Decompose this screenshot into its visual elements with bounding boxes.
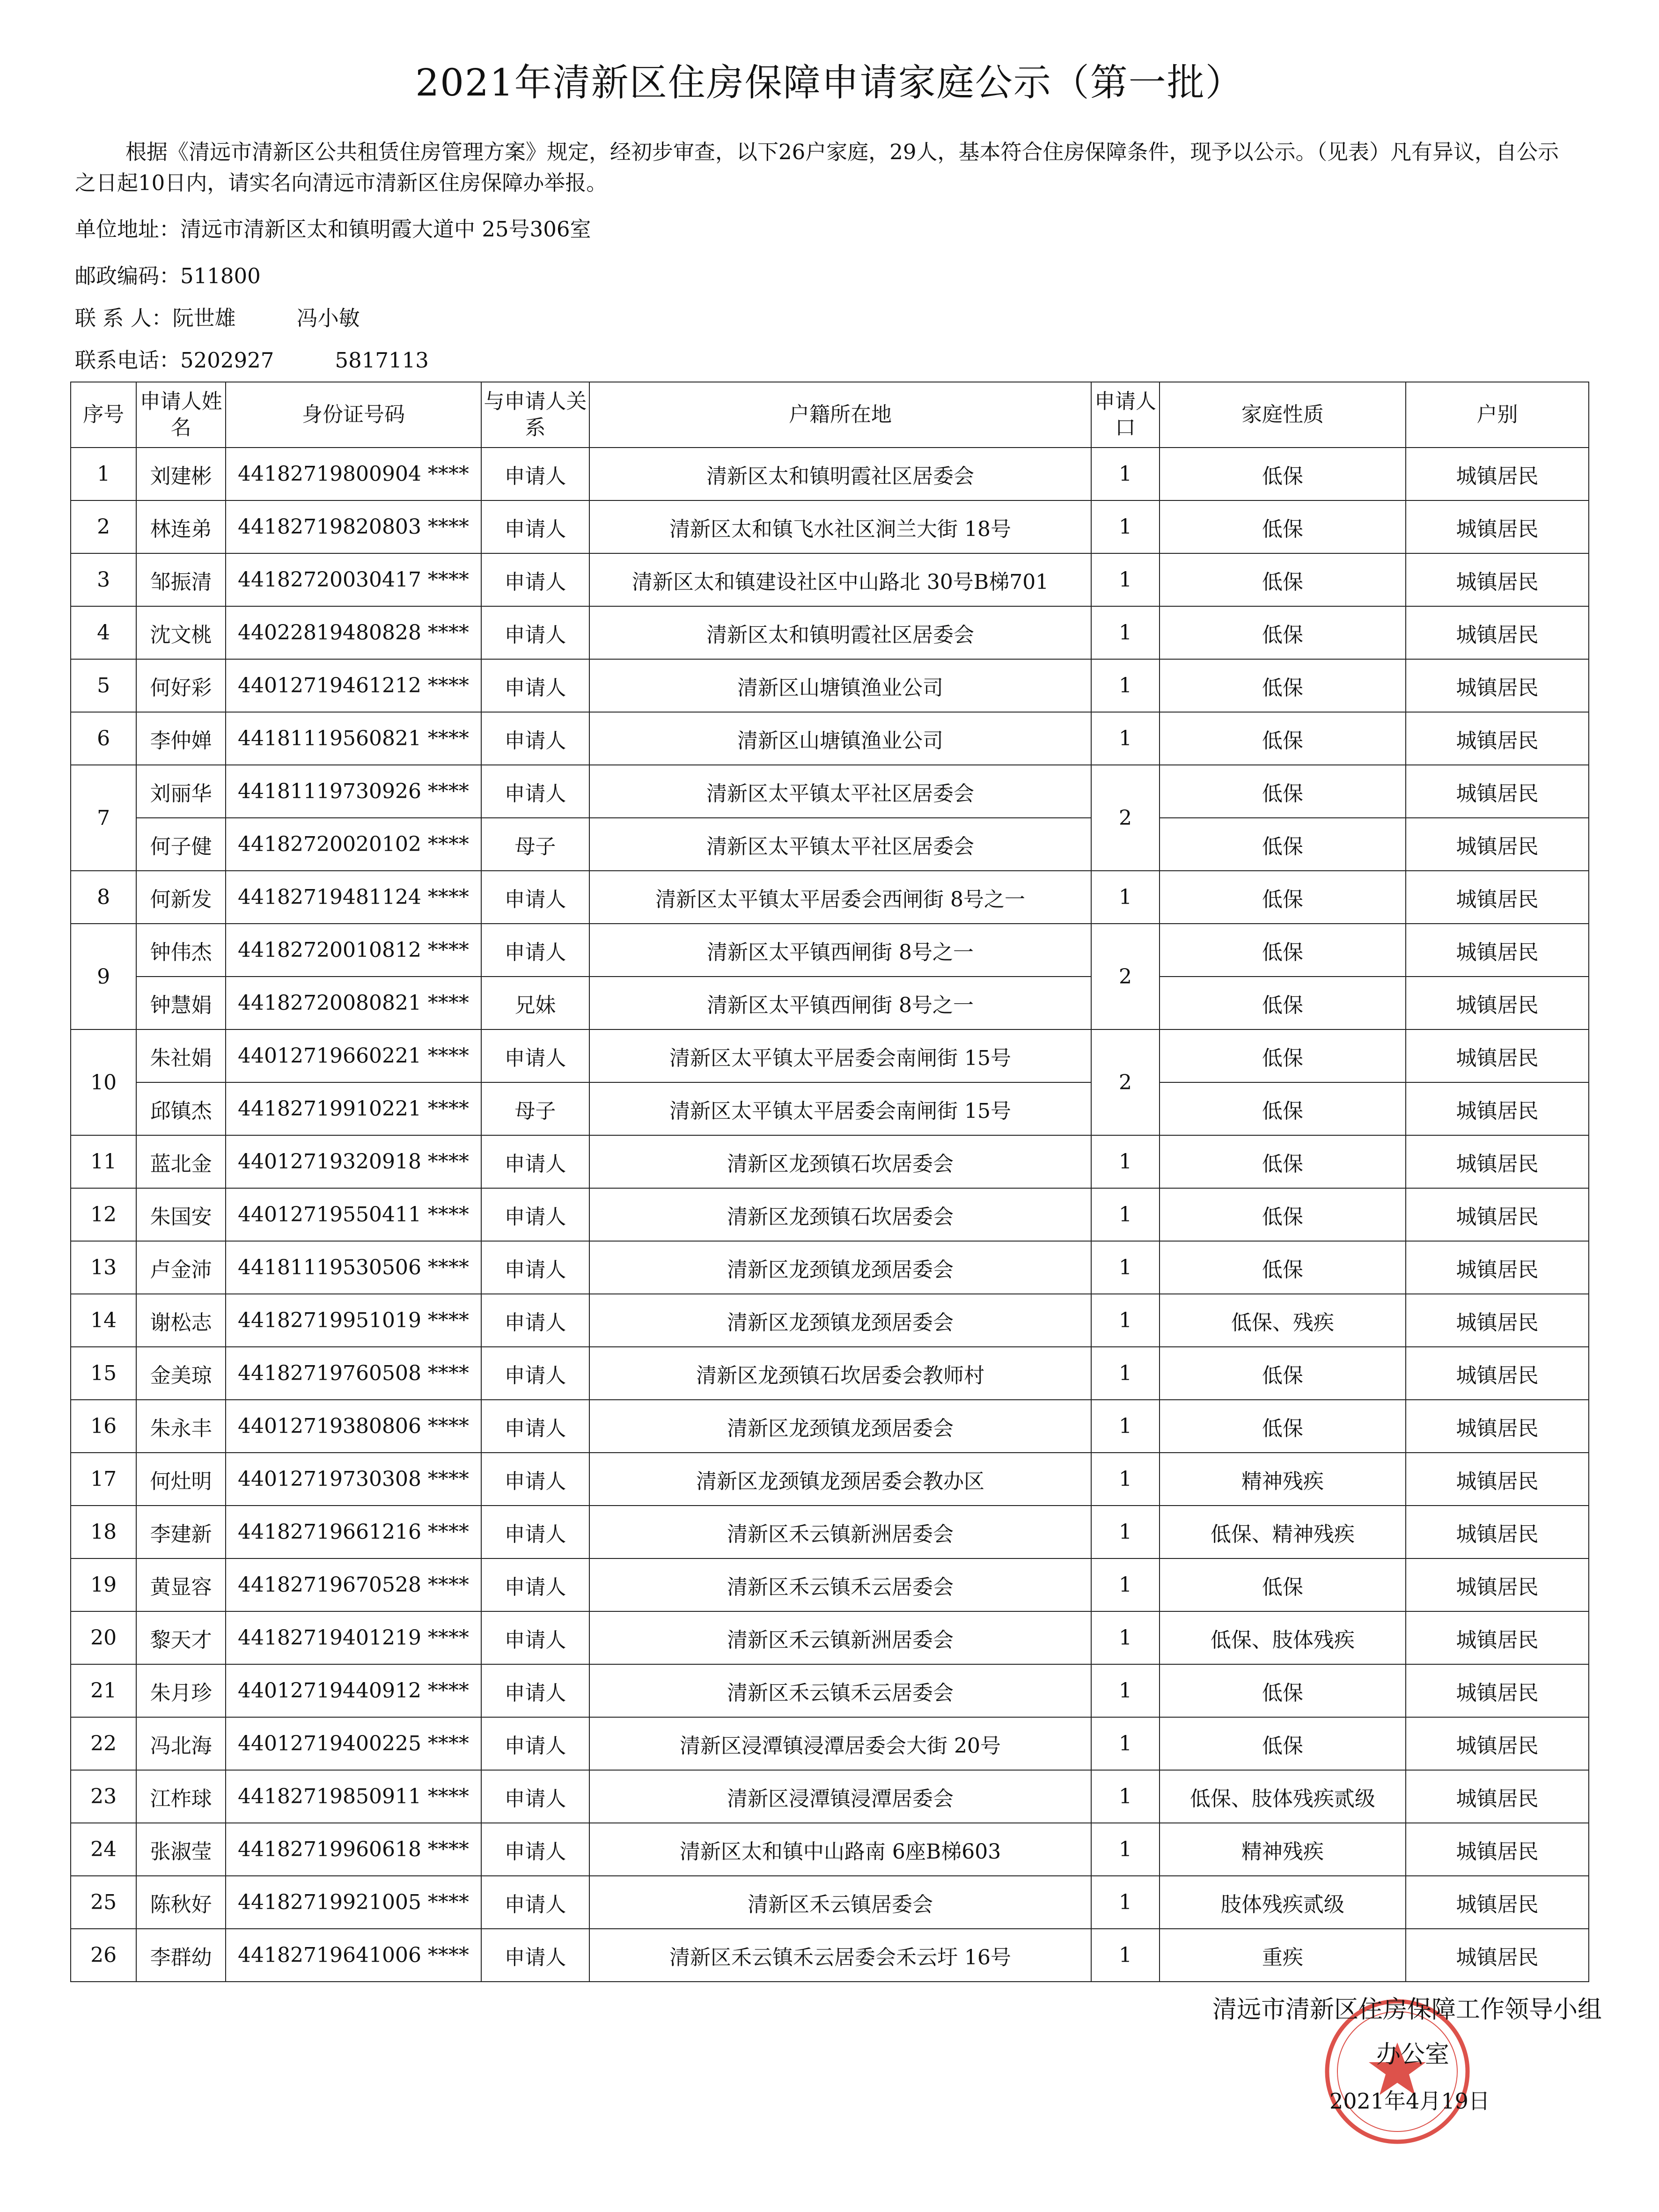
- table-row: [71, 1453, 1589, 1506]
- cell-name: 谢松志: [136, 1294, 225, 1347]
- cell-name: 何新发: [136, 871, 225, 924]
- cell-count: 2: [1091, 1029, 1159, 1135]
- cell-id: 44022819480828 ****: [226, 606, 481, 659]
- cell-address: 清新区太和镇明霞社区居委会: [589, 606, 1092, 659]
- cell-id: 44182719951019 ****: [226, 1294, 481, 1347]
- cell-nature: 低保: [1160, 1188, 1406, 1241]
- cell-no: 19: [71, 1558, 136, 1611]
- cell-count: 1: [1091, 1294, 1159, 1347]
- cell-type: 城镇居民: [1406, 871, 1589, 924]
- postcode-value: 511800: [180, 264, 261, 288]
- header-address: 户籍所在地: [589, 382, 1092, 448]
- cell-type: 城镇居民: [1406, 1135, 1589, 1188]
- cell-count: 1: [1091, 1453, 1159, 1506]
- cell-id: 44181119560821 ****: [226, 712, 481, 765]
- phone-label: 联系电话：: [75, 348, 181, 373]
- cell-relation: 申请人: [481, 765, 589, 818]
- cell-address: 清新区禾云镇禾云居委会禾云圩 16号: [589, 1929, 1092, 1982]
- cell-type: 城镇居民: [1406, 1453, 1589, 1506]
- cell-id: 44012719400225 ****: [226, 1717, 481, 1770]
- cell-relation: 申请人: [481, 553, 589, 606]
- cell-count: 1: [1091, 1558, 1159, 1611]
- cell-no: 15: [71, 1347, 136, 1400]
- intro-paragraph: 根据《清远市清新区公共租赁住房管理方案》规定，经初步审查，以下26户家庭，29人，基本符合住房保障条件，现予以公示。（见表）凡有异议，自公示之日起10日内，请实名向清远市清新区住房保障办举报。: [75, 140, 1559, 195]
- cell-type: 城镇居民: [1406, 1241, 1589, 1294]
- postcode-line: [75, 262, 261, 290]
- contact-person-line: [75, 304, 360, 332]
- contact-person-label: 联 系 人：: [75, 306, 173, 331]
- cell-relation: 申请人: [481, 1770, 589, 1823]
- cell-relation: 兄妹: [481, 977, 589, 1029]
- cell-count: 1: [1091, 1876, 1159, 1929]
- contact-person-1: 阮世雄: [172, 306, 236, 331]
- cell-address: 清新区山塘镇渔业公司: [589, 659, 1092, 712]
- cell-relation: 母子: [481, 818, 589, 871]
- table-row: [71, 1029, 1589, 1082]
- cell-nature: 低保、精神残疾: [1160, 1506, 1406, 1558]
- cell-address: 清新区太平镇太平社区居委会: [589, 818, 1092, 871]
- cell-relation: 申请人: [481, 871, 589, 924]
- cell-address: 清新区禾云镇禾云居委会: [589, 1558, 1092, 1611]
- cell-id: 44182720020102 ****: [226, 818, 481, 871]
- cell-no: 14: [71, 1294, 136, 1347]
- cell-no: 23: [71, 1770, 136, 1823]
- postcode-label: 邮政编码：: [75, 264, 181, 288]
- cell-address: 清新区太平镇太平居委会西闸街 8号之一: [589, 871, 1092, 924]
- cell-count: 1: [1091, 712, 1159, 765]
- cell-relation: 申请人: [481, 1664, 589, 1717]
- cell-no: 18: [71, 1506, 136, 1558]
- cell-id: 44012719730308 ****: [226, 1453, 481, 1506]
- cell-relation: 申请人: [481, 712, 589, 765]
- cell-id: 44182719670528 ****: [226, 1558, 481, 1611]
- header-count: 申请人口: [1091, 382, 1159, 448]
- cell-type: 城镇居民: [1406, 1082, 1589, 1135]
- document-title: 2021年清新区住房保障申请家庭公示（第一批）: [415, 61, 1244, 104]
- cell-name: 邹振清: [136, 553, 225, 606]
- cell-id: 44182719481124 ****: [226, 871, 481, 924]
- table-row: [71, 448, 1589, 500]
- table-row: [71, 1717, 1589, 1770]
- cell-nature: 低保: [1160, 606, 1406, 659]
- cell-type: 城镇居民: [1406, 500, 1589, 553]
- cell-no: 21: [71, 1664, 136, 1717]
- table-row: [71, 1135, 1589, 1188]
- cell-no: 26: [71, 1929, 136, 1982]
- cell-count: 1: [1091, 1664, 1159, 1717]
- cell-no: 24: [71, 1823, 136, 1876]
- cell-relation: 申请人: [481, 448, 589, 500]
- cell-type: 城镇居民: [1406, 765, 1589, 818]
- table-row: [71, 659, 1589, 712]
- phone-line: [75, 346, 429, 375]
- cell-nature: 肢体残疾贰级: [1160, 1876, 1406, 1929]
- cell-name: 刘丽华: [136, 765, 225, 818]
- cell-id: 44182719661216 ****: [226, 1506, 481, 1558]
- cell-type: 城镇居民: [1406, 1506, 1589, 1558]
- table-row: [71, 1876, 1589, 1929]
- cell-nature: 低保: [1160, 871, 1406, 924]
- cell-count: 1: [1091, 1929, 1159, 1982]
- phone-2: 5817113: [335, 348, 429, 373]
- cell-relation: 申请人: [481, 1823, 589, 1876]
- issuing-office: 办公室: [1376, 2041, 1450, 2069]
- cell-id: 44182719800904 ****: [226, 448, 481, 500]
- cell-address: 清新区禾云镇禾云居委会: [589, 1664, 1092, 1717]
- cell-count: 2: [1091, 924, 1159, 1029]
- cell-count: 2: [1091, 765, 1159, 871]
- cell-type: 城镇居民: [1406, 1717, 1589, 1770]
- cell-no: 16: [71, 1400, 136, 1453]
- cell-id: 44181119530506 ****: [226, 1241, 481, 1294]
- cell-count: 1: [1091, 448, 1159, 500]
- table-row: [71, 818, 1589, 871]
- header-no: 序号: [71, 382, 136, 448]
- cell-count: 1: [1091, 1823, 1159, 1876]
- cell-name: 卢金沛: [136, 1241, 225, 1294]
- cell-address: 清新区太平镇太平社区居委会: [589, 765, 1092, 818]
- cell-type: 城镇居民: [1406, 1664, 1589, 1717]
- cell-relation: 申请人: [481, 1029, 589, 1082]
- cell-address: 清新区太和镇飞水社区涧兰大街 18号: [589, 500, 1092, 553]
- cell-name: 李建新: [136, 1506, 225, 1558]
- table-row: [71, 1188, 1589, 1241]
- cell-address: 清新区太和镇中山路南 6座B梯603: [589, 1823, 1092, 1876]
- cell-name: 金美琼: [136, 1347, 225, 1400]
- cell-id: 44182719910221 ****: [226, 1082, 481, 1135]
- cell-id: 44012719550411 ****: [226, 1188, 481, 1241]
- cell-no: 25: [71, 1876, 136, 1929]
- cell-type: 城镇居民: [1406, 1558, 1589, 1611]
- table-row: [71, 1611, 1589, 1664]
- cell-address: 清新区禾云镇新洲居委会: [589, 1611, 1092, 1664]
- cell-relation: 母子: [481, 1082, 589, 1135]
- cell-type: 城镇居民: [1406, 553, 1589, 606]
- cell-id: 44182719850911 ****: [226, 1770, 481, 1823]
- cell-relation: 申请人: [481, 1717, 589, 1770]
- cell-relation: 申请人: [481, 1558, 589, 1611]
- cell-type: 城镇居民: [1406, 448, 1589, 500]
- cell-relation: 申请人: [481, 1506, 589, 1558]
- cell-address: 清新区太平镇太平居委会南闸街 15号: [589, 1082, 1092, 1135]
- cell-relation: 申请人: [481, 1453, 589, 1506]
- cell-count: 1: [1091, 1135, 1159, 1188]
- cell-name: 张淑莹: [136, 1823, 225, 1876]
- cell-address: 清新区太平镇西闸街 8号之一: [589, 977, 1092, 1029]
- cell-id: 44012719320918 ****: [226, 1135, 481, 1188]
- cell-no: 22: [71, 1717, 136, 1770]
- header-relation: 与申请人关系: [481, 382, 589, 448]
- table-row: [71, 871, 1589, 924]
- cell-relation: 申请人: [481, 1241, 589, 1294]
- table-row: [71, 1929, 1589, 1982]
- cell-name: 蓝北金: [136, 1135, 225, 1188]
- header-name: 申请人姓名: [136, 382, 225, 448]
- table-row: [71, 712, 1589, 765]
- cell-type: 城镇居民: [1406, 1770, 1589, 1823]
- cell-nature: 重疾: [1160, 1929, 1406, 1982]
- cell-no: 3: [71, 553, 136, 606]
- cell-type: 城镇居民: [1406, 659, 1589, 712]
- cell-address: 清新区禾云镇居委会: [589, 1876, 1092, 1929]
- cell-id: 44182719760508 ****: [226, 1347, 481, 1400]
- cell-count: 1: [1091, 1506, 1159, 1558]
- cell-name: 何灶明: [136, 1453, 225, 1506]
- cell-id: 44182720030417 ****: [226, 553, 481, 606]
- table-body: [71, 448, 1589, 1982]
- cell-id: 44012719660221 ****: [226, 1029, 481, 1082]
- table-row: [71, 553, 1589, 606]
- cell-name: 朱社娟: [136, 1029, 225, 1082]
- cell-name: 江柞球: [136, 1770, 225, 1823]
- cell-address: 清新区龙颈镇龙颈居委会: [589, 1241, 1092, 1294]
- cell-nature: 低保: [1160, 818, 1406, 871]
- cell-id: 44182719921005 ****: [226, 1876, 481, 1929]
- cell-nature: 低保: [1160, 1082, 1406, 1135]
- cell-address: 清新区龙颈镇龙颈居委会: [589, 1294, 1092, 1347]
- table-row: [71, 1506, 1589, 1558]
- cell-relation: 申请人: [481, 500, 589, 553]
- cell-name: 刘建彬: [136, 448, 225, 500]
- cell-id: 44182719820803 ****: [226, 500, 481, 553]
- cell-nature: 低保: [1160, 1347, 1406, 1400]
- cell-nature: 低保: [1160, 448, 1406, 500]
- table-row: [71, 924, 1589, 977]
- cell-count: 1: [1091, 1400, 1159, 1453]
- cell-address: 清新区太和镇明霞社区居委会: [589, 448, 1092, 500]
- cell-address: 清新区龙颈镇龙颈居委会: [589, 1400, 1092, 1453]
- cell-count: 1: [1091, 659, 1159, 712]
- cell-name: 朱国安: [136, 1188, 225, 1241]
- cell-type: 城镇居民: [1406, 924, 1589, 977]
- cell-name: 邱镇杰: [136, 1082, 225, 1135]
- cell-type: 城镇居民: [1406, 1823, 1589, 1876]
- cell-type: 城镇居民: [1406, 818, 1589, 871]
- cell-id: 44182720010812 ****: [226, 924, 481, 977]
- cell-nature: 低保: [1160, 500, 1406, 553]
- cell-relation: 申请人: [481, 659, 589, 712]
- table-row: [71, 606, 1589, 659]
- cell-name: 何好彩: [136, 659, 225, 712]
- cell-address: 清新区太和镇建设社区中山路北 30号B梯701: [589, 553, 1092, 606]
- cell-address: 清新区太平镇西闸街 8号之一: [589, 924, 1092, 977]
- issuing-organization: 清远市清新区住房保障工作领导小组: [1212, 1996, 1602, 2024]
- table-row: [71, 765, 1589, 818]
- cell-relation: 申请人: [481, 924, 589, 977]
- cell-address: 清新区山塘镇渔业公司: [589, 712, 1092, 765]
- cell-no: 2: [71, 500, 136, 553]
- cell-no: 13: [71, 1241, 136, 1294]
- cell-name: 沈文桃: [136, 606, 225, 659]
- cell-id: 44012719440912 ****: [226, 1664, 481, 1717]
- cell-count: 1: [1091, 1611, 1159, 1664]
- cell-count: 1: [1091, 1241, 1159, 1294]
- cell-count: 1: [1091, 1770, 1159, 1823]
- header-id: 身份证号码: [226, 382, 481, 448]
- cell-id: 44012719461212 ****: [226, 659, 481, 712]
- cell-relation: 申请人: [481, 1400, 589, 1453]
- cell-id: 44182719641006 ****: [226, 1929, 481, 1982]
- table-row: [71, 1347, 1589, 1400]
- cell-nature: 低保: [1160, 1029, 1406, 1082]
- cell-no: 9: [71, 924, 136, 1029]
- cell-address: 清新区龙颈镇石坎居委会: [589, 1135, 1092, 1188]
- table-row: [71, 1770, 1589, 1823]
- cell-relation: 申请人: [481, 1611, 589, 1664]
- cell-nature: 低保、肢体残疾贰级: [1160, 1770, 1406, 1823]
- cell-name: 林连弟: [136, 500, 225, 553]
- cell-address: 清新区太平镇太平居委会南闸街 15号: [589, 1029, 1092, 1082]
- cell-name: 黎天才: [136, 1611, 225, 1664]
- table-row: [71, 1082, 1589, 1135]
- cell-count: 1: [1091, 606, 1159, 659]
- cell-name: 钟伟杰: [136, 924, 225, 977]
- cell-no: 17: [71, 1453, 136, 1506]
- cell-relation: 申请人: [481, 1876, 589, 1929]
- phone-1: 5202927: [180, 348, 274, 373]
- cell-no: 10: [71, 1029, 136, 1135]
- cell-count: 1: [1091, 553, 1159, 606]
- address-line: [75, 215, 591, 243]
- cell-type: 城镇居民: [1406, 1294, 1589, 1347]
- table-row: [71, 1823, 1589, 1876]
- cell-address: 清新区浸潭镇浸潭居委会大街 20号: [589, 1717, 1092, 1770]
- cell-no: 5: [71, 659, 136, 712]
- cell-nature: 低保: [1160, 712, 1406, 765]
- cell-type: 城镇居民: [1406, 1347, 1589, 1400]
- cell-no: 12: [71, 1188, 136, 1241]
- cell-count: 1: [1091, 1717, 1159, 1770]
- cell-type: 城镇居民: [1406, 606, 1589, 659]
- cell-nature: 低保: [1160, 1558, 1406, 1611]
- cell-name: 钟慧娟: [136, 977, 225, 1029]
- address-value: 清远市清新区太和镇明霞大道中 25号306室: [180, 217, 591, 242]
- cell-nature: 低保: [1160, 765, 1406, 818]
- header-nature: 家庭性质: [1160, 382, 1406, 448]
- cell-id: 44182719960618 ****: [226, 1823, 481, 1876]
- cell-nature: 低保: [1160, 1400, 1406, 1453]
- table-row: [71, 977, 1589, 1029]
- cell-relation: 申请人: [481, 1188, 589, 1241]
- header-type: 户别: [1406, 382, 1589, 448]
- cell-count: 1: [1091, 1188, 1159, 1241]
- cell-count: 1: [1091, 871, 1159, 924]
- cell-nature: 低保: [1160, 1664, 1406, 1717]
- table-row: [71, 1400, 1589, 1453]
- cell-name: 冯北海: [136, 1717, 225, 1770]
- cell-nature: 精神残疾: [1160, 1823, 1406, 1876]
- cell-name: 何子健: [136, 818, 225, 871]
- cell-no: 11: [71, 1135, 136, 1188]
- cell-id: 44181119730926 ****: [226, 765, 481, 818]
- cell-id: 44182720080821 ****: [226, 977, 481, 1029]
- cell-relation: 申请人: [481, 1294, 589, 1347]
- cell-relation: 申请人: [481, 1347, 589, 1400]
- issue-date: 2021年4月19日: [1329, 2088, 1490, 2114]
- address-label: 单位地址：: [75, 217, 181, 242]
- table-row: [71, 1558, 1589, 1611]
- cell-count: 1: [1091, 1347, 1159, 1400]
- cell-type: 城镇居民: [1406, 1400, 1589, 1453]
- cell-type: 城镇居民: [1406, 977, 1589, 1029]
- cell-type: 城镇居民: [1406, 1929, 1589, 1982]
- applicant-table: [70, 382, 1589, 1982]
- cell-type: 城镇居民: [1406, 712, 1589, 765]
- cell-no: 4: [71, 606, 136, 659]
- cell-address: 清新区龙颈镇石坎居委会教师村: [589, 1347, 1092, 1400]
- cell-nature: 低保: [1160, 924, 1406, 977]
- cell-address: 清新区禾云镇新洲居委会: [589, 1506, 1092, 1558]
- cell-name: 朱永丰: [136, 1400, 225, 1453]
- cell-name: 黄显容: [136, 1558, 225, 1611]
- cell-nature: 低保: [1160, 1717, 1406, 1770]
- cell-name: 李群幼: [136, 1929, 225, 1982]
- cell-relation: 申请人: [481, 1135, 589, 1188]
- cell-name: 朱月珍: [136, 1664, 225, 1717]
- cell-nature: 低保: [1160, 659, 1406, 712]
- cell-no: 8: [71, 871, 136, 924]
- table-header-row: [71, 382, 1589, 448]
- cell-name: 陈秋好: [136, 1876, 225, 1929]
- cell-nature: 低保、肢体残疾: [1160, 1611, 1406, 1664]
- cell-no: 20: [71, 1611, 136, 1664]
- table-row: [71, 1664, 1589, 1717]
- cell-id: 44182719401219 ****: [226, 1611, 481, 1664]
- table-row: [71, 500, 1589, 553]
- cell-address: 清新区龙颈镇石坎居委会: [589, 1188, 1092, 1241]
- cell-nature: 低保: [1160, 1135, 1406, 1188]
- cell-type: 城镇居民: [1406, 1611, 1589, 1664]
- cell-relation: 申请人: [481, 606, 589, 659]
- cell-nature: 低保、残疾: [1160, 1294, 1406, 1347]
- cell-name: 李仲婵: [136, 712, 225, 765]
- cell-type: 城镇居民: [1406, 1876, 1589, 1929]
- cell-relation: 申请人: [481, 1929, 589, 1982]
- contact-person-2: 冯小敏: [296, 306, 360, 331]
- cell-nature: 精神残疾: [1160, 1453, 1406, 1506]
- table-row: [71, 1294, 1589, 1347]
- cell-type: 城镇居民: [1406, 1029, 1589, 1082]
- cell-nature: 低保: [1160, 1241, 1406, 1294]
- cell-id: 44012719380806 ****: [226, 1400, 481, 1453]
- table-row: [71, 1241, 1589, 1294]
- cell-count: 1: [1091, 500, 1159, 553]
- cell-address: 清新区浸潭镇浸潭居委会: [589, 1770, 1092, 1823]
- cell-address: 清新区龙颈镇龙颈居委会教办区: [589, 1453, 1092, 1506]
- cell-no: 1: [71, 448, 136, 500]
- cell-nature: 低保: [1160, 977, 1406, 1029]
- cell-nature: 低保: [1160, 553, 1406, 606]
- cell-no: 6: [71, 712, 136, 765]
- cell-type: 城镇居民: [1406, 1188, 1589, 1241]
- cell-no: 7: [71, 765, 136, 871]
